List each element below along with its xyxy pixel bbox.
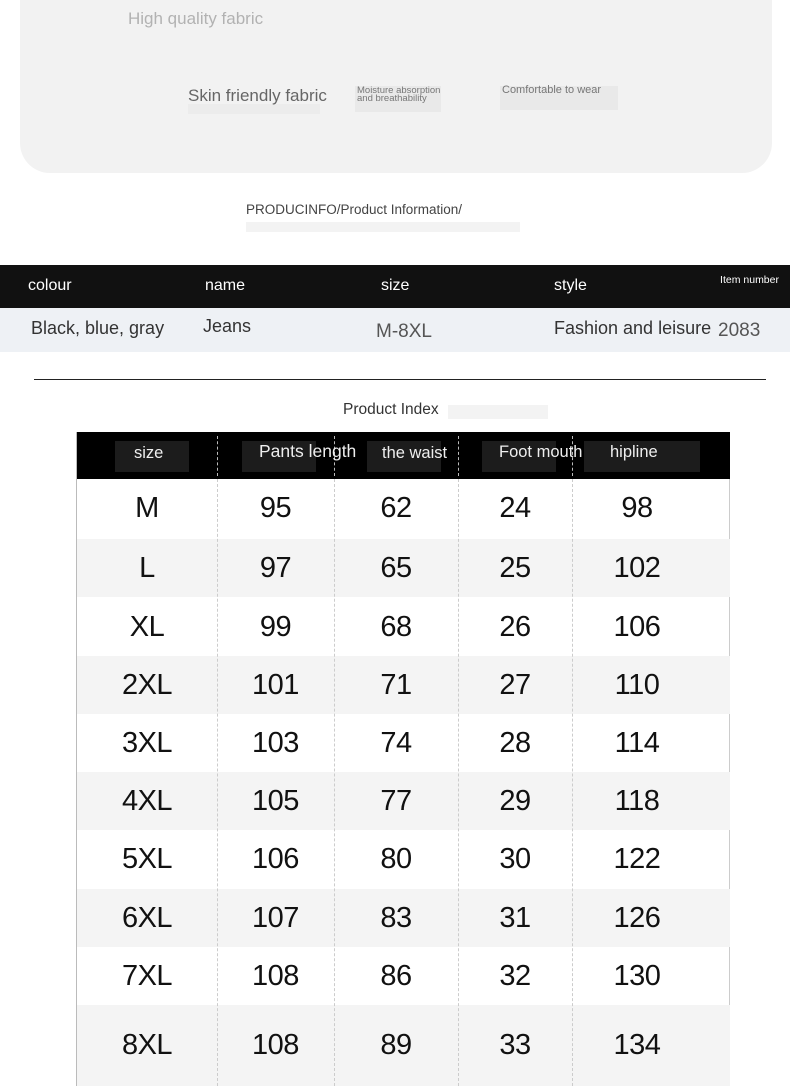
cell-foot-mouth: 33 — [499, 1029, 531, 1061]
cell-pants-length: 101 — [252, 668, 299, 701]
cell-pants-length: 105 — [252, 784, 299, 817]
cell-pants-length: 108 — [252, 1029, 299, 1061]
feature-high-quality: High quality fabric — [128, 9, 264, 28]
cell-size: L — [139, 551, 155, 584]
cell-size: M — [135, 491, 159, 524]
cell-hipline: 106 — [613, 610, 661, 643]
cell-size: 2XL — [121, 668, 173, 701]
cell-pants-length: 107 — [252, 901, 299, 934]
cell-waist: 74 — [380, 726, 412, 759]
header-colour: colour — [28, 277, 72, 294]
cell-pants-length: 99 — [259, 610, 292, 643]
cell-size: 8XL — [121, 1029, 173, 1061]
header-style: style — [554, 277, 587, 294]
table-row — [77, 772, 730, 830]
table-row — [77, 598, 730, 656]
header-name: name — [205, 277, 246, 294]
cell-waist: 86 — [380, 959, 412, 992]
cell-foot-mouth: 30 — [499, 842, 531, 875]
size-table — [76, 432, 730, 1086]
cell-hipline: 114 — [614, 726, 660, 759]
header-hipline: hipline — [610, 443, 658, 461]
section-divider — [34, 379, 766, 380]
cell-size: 7XL — [121, 959, 173, 992]
header-size: size — [134, 444, 164, 462]
cell-pants-length: 106 — [252, 842, 299, 875]
cell-size: 6XL — [121, 901, 173, 934]
cell-foot-mouth: 24 — [499, 491, 531, 524]
feature-comfortable: Comfortable to wear — [502, 84, 602, 96]
header-size: size — [381, 277, 410, 294]
value-style: Fashion and leisure — [554, 318, 712, 338]
table-row — [77, 656, 730, 714]
table-row — [77, 714, 730, 772]
cell-pants-length: 108 — [252, 959, 299, 992]
cell-hipline: 118 — [614, 784, 660, 817]
cell-waist: 68 — [380, 610, 412, 643]
cell-waist: 83 — [380, 901, 412, 934]
cell-size: 5XL — [121, 842, 173, 875]
header-foot-mouth: Foot mouth — [499, 443, 583, 461]
cell-waist: 80 — [380, 842, 412, 875]
column-divider — [217, 479, 218, 1086]
cell-pants-length: 103 — [252, 726, 299, 759]
column-divider — [334, 479, 335, 1086]
feature-skin-friendly: Skin friendly fabric — [188, 86, 327, 105]
header-waist: the waist — [382, 444, 448, 462]
cell-hipline: 102 — [613, 551, 661, 584]
cell-hipline: 130 — [613, 959, 661, 992]
cell-waist: 65 — [380, 551, 412, 584]
cell-waist: 62 — [380, 491, 412, 524]
product-info-title: PRODUCINFO/Product Information/ — [246, 202, 463, 217]
cell-hipline: 134 — [613, 1029, 661, 1061]
info-table-row — [0, 308, 790, 352]
size-table-header — [77, 432, 730, 479]
header-divider — [217, 436, 218, 476]
table-row — [77, 539, 730, 597]
column-divider — [458, 479, 459, 1086]
cell-foot-mouth: 27 — [499, 668, 531, 701]
product-index-shadow — [448, 405, 548, 419]
table-row — [77, 889, 730, 947]
cell-pants-length: 97 — [259, 551, 292, 584]
table-row — [77, 1005, 730, 1086]
cell-hipline: 98 — [621, 491, 653, 524]
value-colour: Black, blue, gray — [31, 318, 165, 338]
cell-hipline: 122 — [613, 842, 661, 875]
cell-foot-mouth: 32 — [499, 959, 531, 992]
cell-hipline: 126 — [613, 901, 661, 934]
value-size: M-8XL — [376, 321, 432, 342]
cell-foot-mouth: 31 — [499, 901, 531, 934]
cell-waist: 89 — [380, 1029, 412, 1061]
cell-foot-mouth: 25 — [499, 551, 531, 584]
header-pants-length: Pants length — [259, 441, 357, 461]
cell-foot-mouth: 28 — [499, 726, 531, 759]
info-table-header — [0, 265, 790, 308]
table-row — [77, 947, 730, 1005]
cell-size: 4XL — [121, 784, 173, 817]
cell-size: XL — [129, 610, 165, 643]
table-row — [77, 830, 730, 888]
product-index-title: Product Index — [343, 401, 439, 418]
cell-waist: 77 — [380, 784, 412, 817]
cell-hipline: 110 — [614, 668, 660, 701]
cell-pants-length: 95 — [259, 491, 292, 524]
cell-waist: 71 — [380, 668, 412, 701]
cell-foot-mouth: 29 — [499, 784, 531, 817]
cell-size: 3XL — [121, 726, 173, 759]
feature-moisture: Moisture absorption and breathability — [357, 85, 441, 104]
value-name: Jeans — [203, 316, 252, 336]
table-row — [77, 479, 730, 537]
header-divider — [458, 436, 459, 476]
value-item-number: 2083 — [718, 320, 761, 341]
column-divider — [572, 479, 573, 1086]
cell-foot-mouth: 26 — [499, 610, 531, 643]
product-info-shadow — [246, 222, 520, 232]
header-item-number: Item number — [720, 274, 779, 286]
